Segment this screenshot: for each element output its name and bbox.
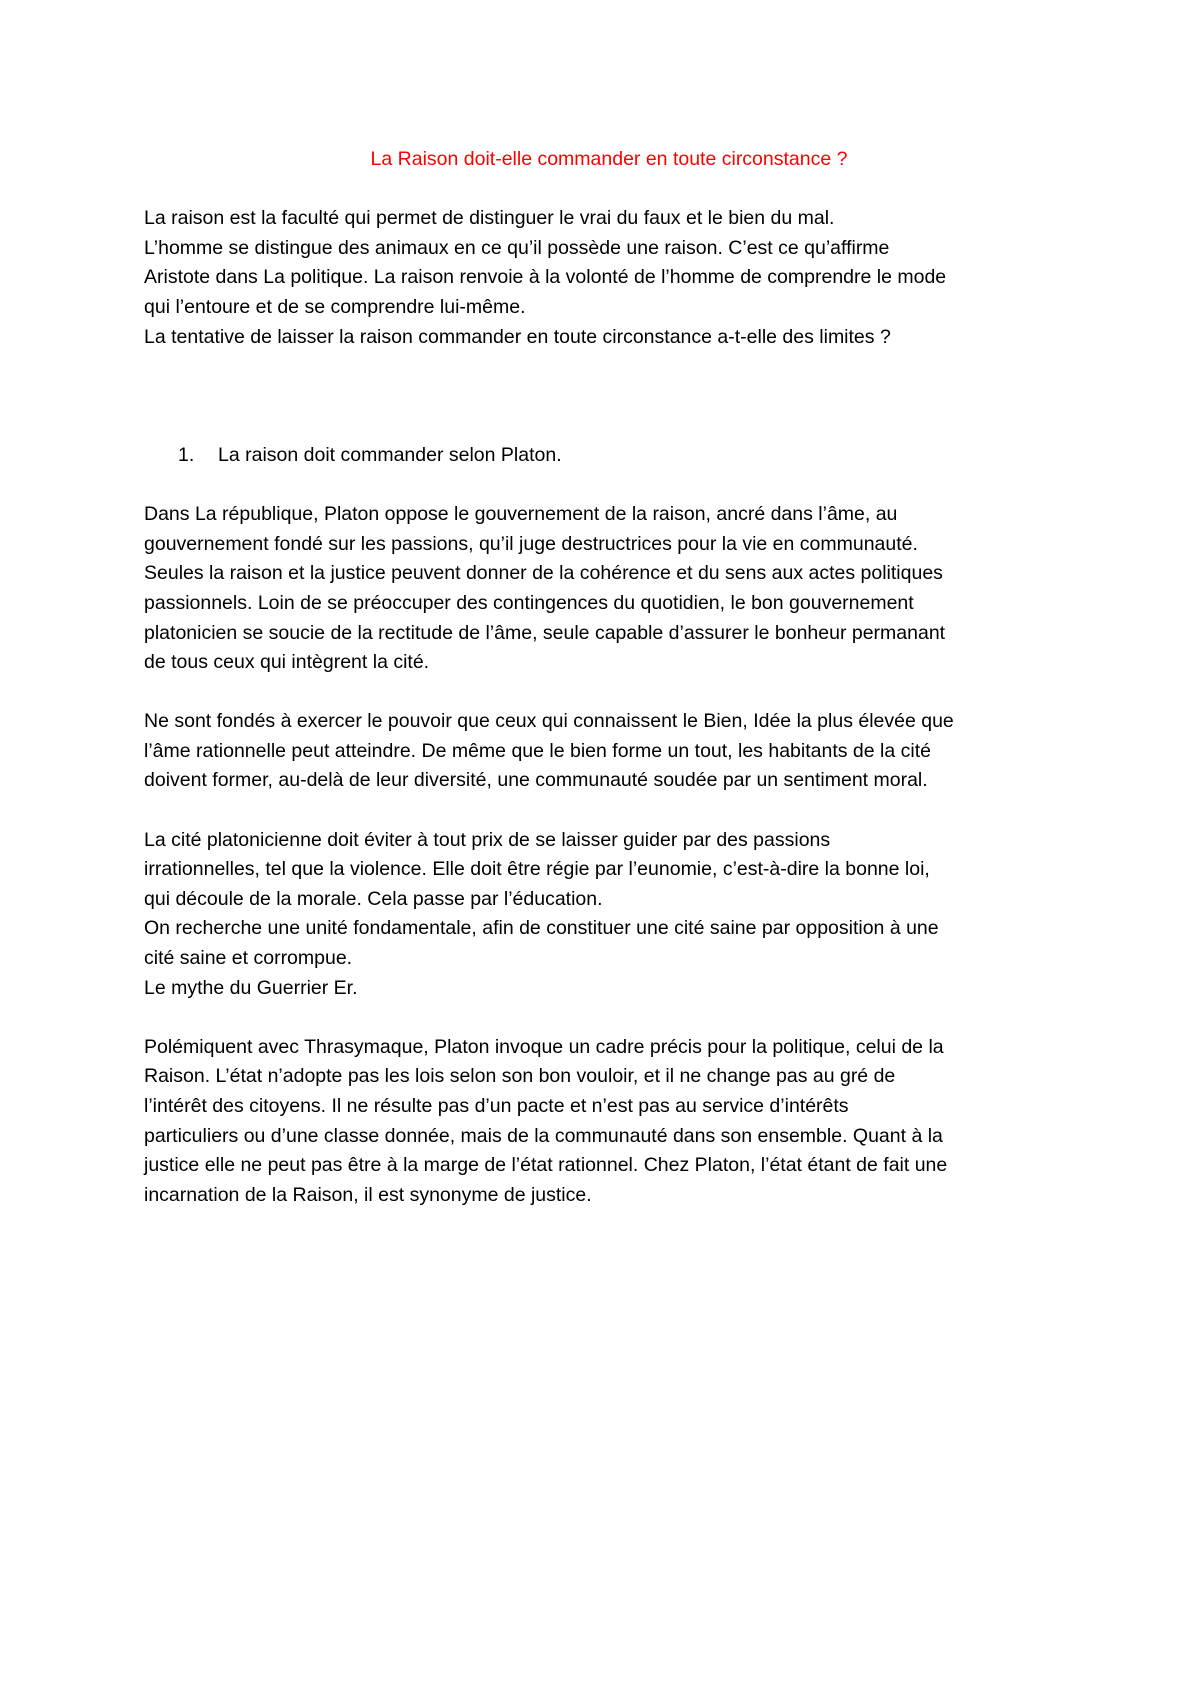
text-line: justice elle ne peut pas être à la marge de l’état rationnel. Chez Platon, l’état étant de fait une: [144, 1154, 948, 1177]
paragraph-3: [144, 826, 1074, 1004]
text-line: On recherche une unité fondamentale, afin de constituer une cité saine par opposition à une: [144, 917, 939, 940]
paragraph-2: [144, 707, 1074, 796]
text-line: La cité platonicienne doit éviter à tout prix de se laisser guider par des passions: [144, 828, 831, 851]
text-line: Dans La république, Platon oppose le gouvernement de la raison, ancré dans l’âme, au: [144, 503, 898, 526]
text-line: cité saine et corrompue.: [144, 947, 353, 970]
text-line: l’âme rationnelle peut atteindre. De même que le bien forme un tout, les habitants de la cité: [144, 739, 931, 762]
text-line: platonicien se soucie de la rectitude de l’âme, seule capable d’assurer le bonheur permanant: [144, 621, 946, 644]
text-line: qui découle de la morale. Cela passe par l’éducation.: [144, 887, 603, 910]
spacer: [144, 1003, 1074, 1033]
text-line: Raison. L’état n’adopte pas les lois selon son bon vouloir, et il ne change pas au gré de: [144, 1065, 896, 1088]
section-heading-text: La raison doit commander selon Platon.: [218, 443, 562, 466]
text-line: Le mythe du Guerrier Er.: [144, 976, 358, 999]
intro-paragraph: [144, 204, 1074, 352]
text-line: passionnels. Loin de se préoccuper des contingences du quotidien, le bon gouvernement: [144, 591, 914, 614]
text-line: La tentative de laisser la raison commander en toute circonstance a-t-elle des limites ?: [144, 325, 891, 348]
text-line: Polémiquent avec Thrasymaque, Platon invoque un cadre précis pour la politique, celui de la: [144, 1035, 944, 1058]
text-line: Ne sont fondés à exercer le pouvoir que ceux qui connaissent le Bien, Idée la plus élevée que: [144, 710, 954, 733]
text-line: doivent former, au-delà de leur diversité, une communauté soudée par un sentiment moral.: [144, 769, 928, 792]
paragraph-4: [144, 1033, 1074, 1211]
list-number: 1.: [178, 443, 195, 466]
spacer: [144, 471, 1074, 501]
text-line: particuliers ou d’une classe donnée, mais de la communauté dans son ensemble. Quant à la: [144, 1124, 943, 1147]
text-line: irrationnelles, tel que la violence. Elle doit être régie par l’eunomie, c’est-à-dire la bonne loi,: [144, 858, 930, 881]
text-line: l’intérêt des citoyens. Il ne résulte pas d’un pacte et n’est pas au service d’intérêts: [144, 1095, 849, 1118]
text-line: L’homme se distingue des animaux en ce qu’il possède une raison. C’est ce qu’affirme: [144, 236, 890, 259]
text-line: gouvernement fondé sur les passions, qu’il juge destructrices pour la vie en communauté.: [144, 532, 918, 555]
text-line: de tous ceux qui intègrent la cité.: [144, 651, 430, 674]
text-line: La raison est la faculté qui permet de distinguer le vrai du faux et le bien du mal.: [144, 207, 835, 230]
text-line: qui l’entoure et de se comprendre lui-même.: [144, 295, 526, 318]
document-title: La Raison doit-elle commander en toute circonstance ?: [370, 148, 848, 170]
text-line: Aristote dans La politique. La raison renvoie à la volonté de l’homme de comprendre le mode: [144, 266, 947, 289]
spacer: [144, 678, 1074, 708]
document-body: [144, 145, 1074, 1210]
text-line: Seules la raison et la justice peuvent donner de la cohérence et du sens aux actes politiques: [144, 562, 943, 585]
section-heading: [144, 441, 1074, 471]
spacer: [144, 352, 1074, 441]
text-line: incarnation de la Raison, il est synonyme de justice.: [144, 1183, 592, 1206]
spacer: [144, 796, 1074, 826]
paragraph-1: [144, 500, 1074, 678]
